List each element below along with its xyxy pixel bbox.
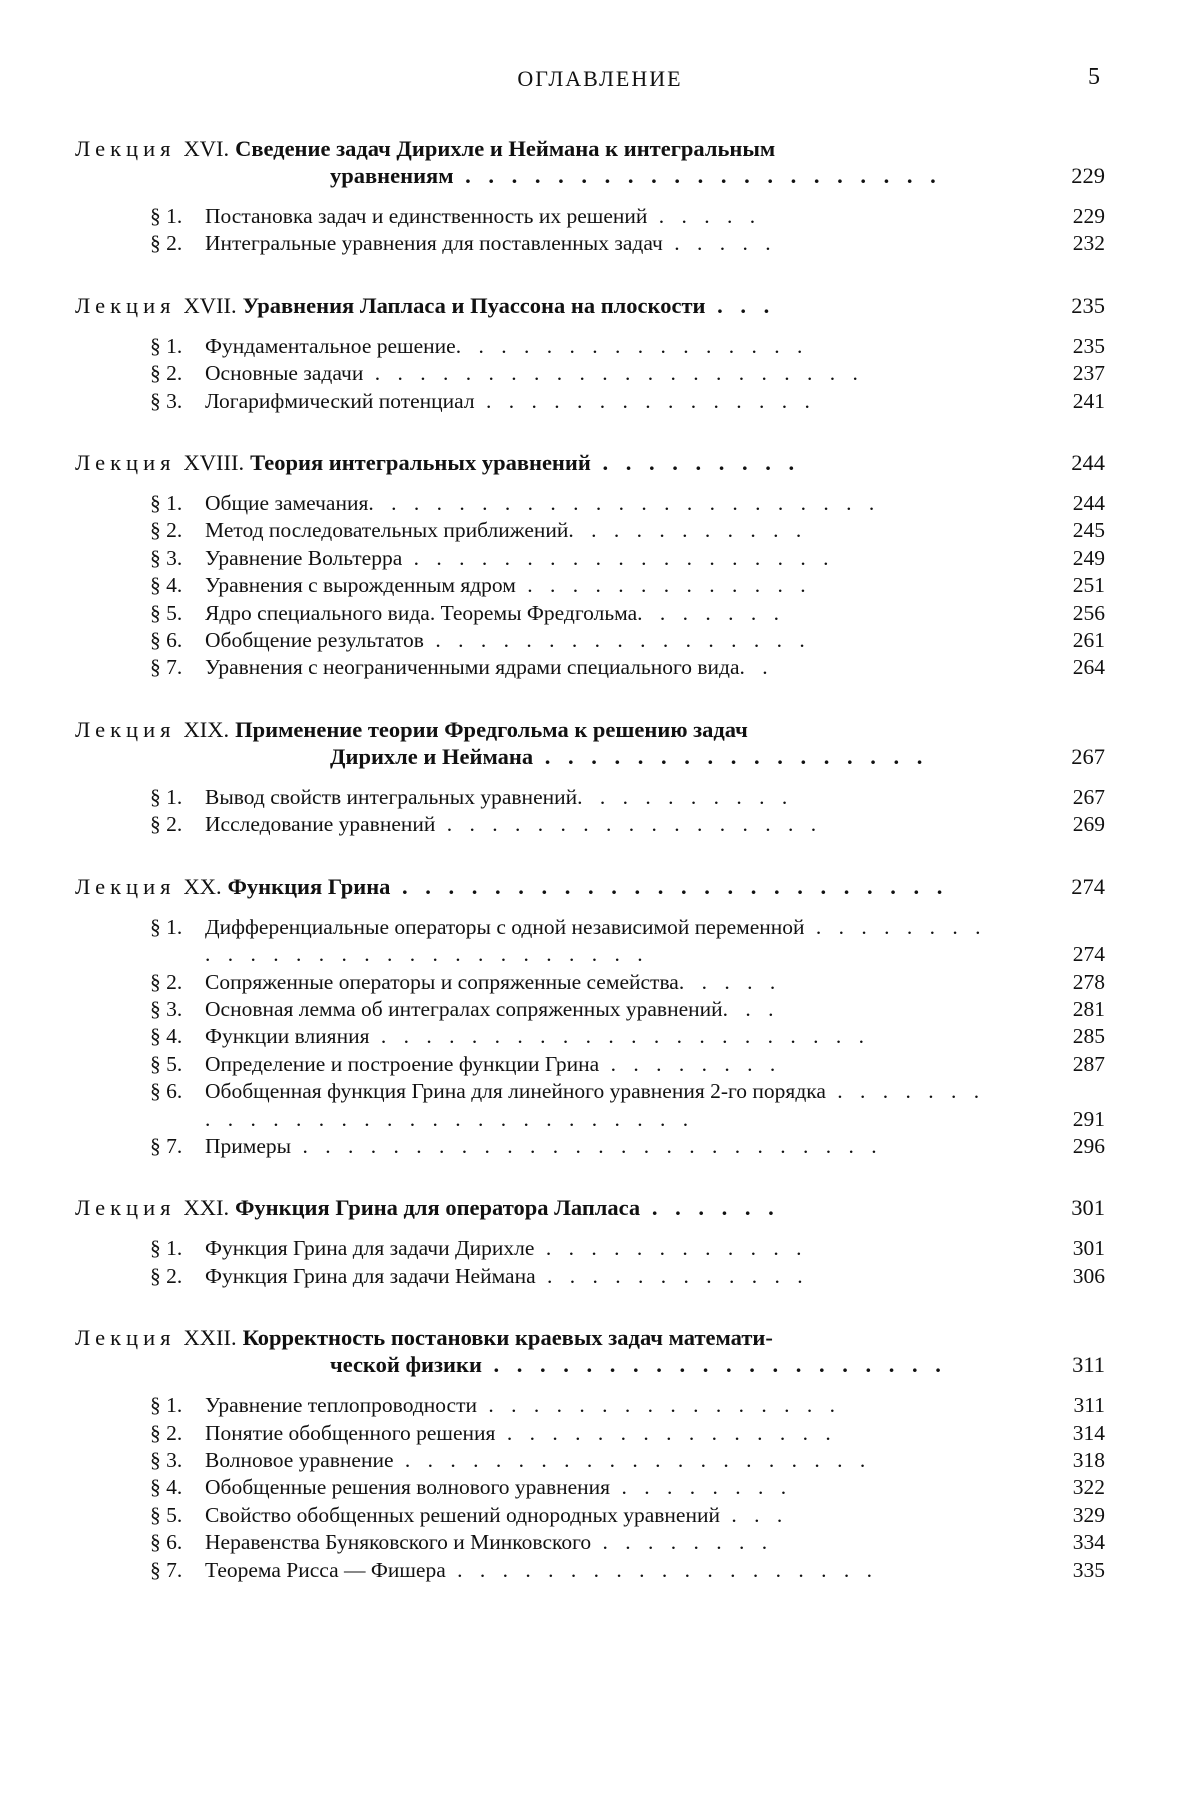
section-page-number: 256 xyxy=(1072,600,1105,625)
dot-leader: . . . . . . . . . . . . . . . . . . . . . . . xyxy=(368,491,881,516)
section-list xyxy=(75,784,1105,839)
lecture-title-line: уравнениям xyxy=(330,163,454,188)
lecture-word: Лекция xyxy=(75,450,176,476)
section-page-number: 267 xyxy=(1072,784,1105,809)
toc-entry xyxy=(75,1263,1105,1290)
dot-leader: . . . . . . . . xyxy=(610,1475,793,1500)
lecture-title-line: Теория интегральных уравнений xyxy=(250,450,591,476)
section-number: § 7. xyxy=(150,1133,183,1158)
section-title-wrap xyxy=(150,1447,995,1474)
lecture-heading xyxy=(75,1194,1105,1221)
dot-leader: . . . . . . . . . . . . . . . . . . . . . . . . xyxy=(390,873,949,899)
lecture-title-continuation xyxy=(75,743,995,770)
lecture-page-number: 267 xyxy=(1071,743,1105,769)
toc-entry xyxy=(75,230,1105,257)
lecture-title xyxy=(235,1195,780,1220)
section-title: Логарифмический потенциал xyxy=(205,388,475,413)
toc-entry xyxy=(75,600,1105,627)
section-list xyxy=(75,1392,1105,1584)
section-number: § 7. xyxy=(150,655,183,680)
lecture-number: XVIII. xyxy=(183,450,245,476)
section-title: Уравнение Вольтерра xyxy=(205,545,403,570)
dot-leader: . . . xyxy=(705,292,776,318)
lecture-title-continuation xyxy=(75,162,995,189)
lecture-heading xyxy=(75,873,1105,900)
section-title-wrap xyxy=(150,490,995,517)
section-page-number: 329 xyxy=(1072,1502,1105,1527)
lecture-number: XX. xyxy=(183,873,222,899)
section-title-wrap xyxy=(150,1529,995,1556)
section-number: § 1. xyxy=(150,491,183,516)
lecture-word: Лекция xyxy=(75,292,176,318)
lecture-title-line: Дирихле и Неймана xyxy=(330,743,534,769)
section-title-wrap xyxy=(150,333,995,360)
section-number: § 2. xyxy=(150,361,183,386)
section-title-wrap xyxy=(150,654,995,681)
lecture-page-number: 301 xyxy=(1071,1195,1105,1221)
section-list xyxy=(75,914,1105,1161)
lecture-heading xyxy=(75,449,1105,476)
section-page-number: 296 xyxy=(1072,1133,1105,1158)
section-page-number: 314 xyxy=(1072,1420,1105,1445)
section-title-wrap xyxy=(150,572,995,599)
section-title: Интегральные уравнения для поставленных задач xyxy=(205,231,663,256)
section-title: Функция Грина для задачи Неймана xyxy=(205,1263,536,1288)
lecture-title-line: Корректность постановки краевых задач математи- xyxy=(242,1325,773,1351)
lecture-title xyxy=(243,293,776,318)
dot-leader: . . . . . . . . xyxy=(599,1051,782,1076)
section-page-number: 281 xyxy=(1072,996,1105,1021)
toc-entry xyxy=(75,1474,1105,1501)
section-page-number: 291 xyxy=(1072,1106,1105,1131)
dot-leader: . . . . . . . . . . . . . . . . . . . . xyxy=(481,1352,947,1378)
section-title-wrap xyxy=(150,360,995,387)
dot-leader: . . . . . . . . . . . . . . . . . . . . . xyxy=(453,163,942,188)
lecture-block xyxy=(75,1194,1105,1290)
section-title-wrap xyxy=(150,517,995,544)
section-page-number: 334 xyxy=(1072,1530,1105,1555)
section-number: § 6. xyxy=(150,1530,183,1555)
section-title-wrap xyxy=(150,1557,995,1584)
page-number: 5 xyxy=(1088,64,1100,90)
lecture-number: XXI. xyxy=(183,1195,230,1221)
section-page-number: 235 xyxy=(1072,333,1105,358)
section-list xyxy=(75,490,1105,682)
lecture-word: Лекция xyxy=(75,1195,176,1221)
section-title: Дифференциальные операторы с одной независимой переменной xyxy=(205,914,805,939)
section-title-wrap xyxy=(150,388,995,415)
section-number: § 1. xyxy=(150,204,183,228)
section-title-wrap xyxy=(150,1474,995,1501)
dot-leader: . . . . . xyxy=(662,231,777,256)
section-title-wrap xyxy=(150,1051,995,1078)
lecture-title xyxy=(228,874,949,899)
toc-entry xyxy=(75,1420,1105,1447)
section-page-number: 244 xyxy=(1072,491,1105,516)
dot-leader: . . . . . . . . xyxy=(591,1530,774,1555)
section-title-wrap xyxy=(150,627,995,654)
section-number: § 2. xyxy=(150,518,183,543)
dot-leader: . . . . . . . . . . . . . . . . . xyxy=(435,812,823,837)
section-title: Понятие обобщенного решения xyxy=(205,1420,496,1445)
toc-entry xyxy=(75,811,1105,838)
section-title-wrap xyxy=(150,1420,995,1447)
section-page-number: 229 xyxy=(1072,204,1105,228)
toc-entry xyxy=(75,1235,1105,1262)
section-title: Функция Грина для задачи Дирихле xyxy=(205,1236,535,1261)
section-title: Определение и построение функции Грина xyxy=(205,1051,600,1076)
section-page-number: 245 xyxy=(1072,518,1105,543)
section-number: § 2. xyxy=(150,969,183,994)
lecture-number: XXII. xyxy=(183,1325,237,1351)
section-title: Обобщенные решения волнового уравнения xyxy=(205,1475,611,1500)
section-page-number: 274 xyxy=(1072,942,1105,967)
dot-leader: . . . . . . . . . . . . . . . . . . . . . . . . . . . . . xyxy=(205,1079,986,1131)
lecture-heading xyxy=(75,135,1105,189)
lecture-title-line: Уравнения Лапласа и Пуассона на плоскости xyxy=(242,292,706,318)
section-page-number: 249 xyxy=(1072,545,1105,570)
section-title: Общие замечания xyxy=(205,491,369,516)
dot-leader: . . . . . . . xyxy=(637,600,785,625)
dot-leader: . . . . . . . . . . . . . . . . xyxy=(455,333,809,358)
section-title: Уравнения с неограниченными ядрами специального вида xyxy=(205,655,740,680)
section-list xyxy=(75,1235,1105,1290)
section-number: § 2. xyxy=(150,1420,183,1445)
toc-entry xyxy=(75,490,1105,517)
section-page-number: 241 xyxy=(1072,388,1105,413)
toc-entry xyxy=(75,388,1105,415)
section-page-number: 287 xyxy=(1072,1051,1105,1076)
lecture-block xyxy=(75,135,1105,258)
section-title-wrap xyxy=(150,1078,995,1133)
section-title: Теорема Рисса — Фишера xyxy=(205,1557,446,1582)
lecture-heading xyxy=(75,292,1105,319)
dot-leader: . . . . . . . . . . . . . . . . . . . . . . xyxy=(363,361,864,386)
section-title: Уравнения с вырожденным ядром xyxy=(205,573,516,598)
dot-leader: . . . . . . . . . . . . . . . xyxy=(474,388,816,413)
section-list xyxy=(75,203,1105,258)
toc-entry xyxy=(75,203,1105,230)
dot-leader: . . . . . . . . . . xyxy=(577,784,794,809)
dot-leader: . . . . . . . . . . . . . . . . . . . xyxy=(445,1557,879,1582)
dot-leader: . . . . . xyxy=(647,204,762,228)
section-number: § 4. xyxy=(150,1024,183,1049)
section-title-wrap xyxy=(150,1263,995,1290)
toc-entry xyxy=(75,517,1105,544)
section-title: Вывод свойств интегральных уравнений xyxy=(205,784,578,809)
section-page-number: 301 xyxy=(1072,1236,1105,1261)
section-number: § 5. xyxy=(150,600,183,625)
dot-leader: . . . . . . . . . . . xyxy=(568,518,808,543)
section-page-number: 237 xyxy=(1072,361,1105,386)
section-page-number: 322 xyxy=(1072,1475,1105,1500)
toc-entry xyxy=(75,1447,1105,1474)
section-page-number: 261 xyxy=(1072,628,1105,653)
section-number: § 2. xyxy=(150,1263,183,1288)
lecture-page-number: 229 xyxy=(1071,163,1105,188)
section-page-number: 251 xyxy=(1072,573,1105,598)
section-title: Постановка задач и единственность их решений xyxy=(205,204,648,228)
dot-leader: . . . xyxy=(720,1502,789,1527)
section-page-number: 285 xyxy=(1072,1024,1105,1049)
section-number: § 1. xyxy=(150,784,183,809)
section-page-number: 318 xyxy=(1072,1447,1105,1472)
section-title: Ядро специального вида. Теоремы Фредгольма xyxy=(205,600,638,625)
toc-entry xyxy=(75,654,1105,681)
section-title-wrap xyxy=(150,1133,995,1160)
lecture-block xyxy=(75,716,1105,839)
section-title-wrap xyxy=(150,1392,995,1419)
dot-leader: . . . . . . . . . . . . . . . . . . . . . xyxy=(393,1447,872,1472)
lecture-page-number: 274 xyxy=(1071,873,1105,899)
section-title: Метод последовательных приближений xyxy=(205,518,569,543)
running-title: ОГЛАВЛЕНИЕ xyxy=(517,66,683,91)
section-page-number: 335 xyxy=(1072,1557,1105,1582)
section-number: § 3. xyxy=(150,545,183,570)
lecture-heading xyxy=(75,716,1105,770)
table-of-contents xyxy=(75,135,1105,1618)
section-number: § 1. xyxy=(150,333,183,358)
section-title: Основная лемма об интегралах сопряженных уравнений xyxy=(205,996,723,1021)
section-title: Исследование уравнений xyxy=(205,812,436,837)
lecture-word: Лекция xyxy=(75,716,176,742)
dot-leader: . . . . . . . . . . . . . xyxy=(515,573,812,598)
toc-entry xyxy=(75,1051,1105,1078)
section-title-wrap xyxy=(150,1023,995,1050)
toc-entry xyxy=(75,1392,1105,1419)
toc-entry xyxy=(75,1078,1105,1133)
toc-entry xyxy=(75,545,1105,572)
section-title: Волновое уравнение xyxy=(205,1447,394,1472)
lecture-block xyxy=(75,1324,1105,1584)
section-number: § 4. xyxy=(150,1475,183,1500)
section-title: Основные задачи xyxy=(205,361,364,386)
section-title-wrap xyxy=(150,545,995,572)
toc-entry xyxy=(75,784,1105,811)
toc-entry xyxy=(75,1529,1105,1556)
toc-entry xyxy=(75,1023,1105,1050)
lecture-word: Лекция xyxy=(75,136,176,161)
section-number: § 3. xyxy=(150,1447,183,1472)
dot-leader: . . . xyxy=(722,996,780,1021)
section-title-wrap xyxy=(150,203,995,230)
section-title-wrap xyxy=(150,784,995,811)
lecture-title-line: Сведение задач Дирихле и Неймана к интегральным xyxy=(235,136,776,161)
lecture-title-line: ческой физики xyxy=(330,1352,482,1378)
lecture-title-continuation xyxy=(75,1351,995,1378)
dot-leader: . . . . . . . . . . . . . . . . . . . xyxy=(402,545,835,570)
section-number: § 4. xyxy=(150,573,183,598)
lecture-word: Лекция xyxy=(75,873,176,899)
lecture-block xyxy=(75,292,1105,415)
lecture-heading xyxy=(75,1324,1105,1378)
section-page-number: 311 xyxy=(1073,1393,1105,1418)
lecture-number: XIX. xyxy=(183,716,230,742)
toc-entry xyxy=(75,1557,1105,1584)
toc-entry xyxy=(75,572,1105,599)
section-number: § 6. xyxy=(150,628,183,653)
section-number: § 1. xyxy=(150,1393,183,1418)
section-number: § 6. xyxy=(150,1079,183,1104)
section-title: Примеры xyxy=(205,1133,292,1158)
lecture-number: XVII. xyxy=(183,292,237,318)
lecture-page-number: 311 xyxy=(1072,1352,1105,1378)
section-title-wrap xyxy=(150,996,995,1023)
section-title: Фундаментальное решение xyxy=(205,333,456,358)
section-number: § 2. xyxy=(150,231,183,256)
section-number: § 2. xyxy=(150,812,183,837)
dot-leader: . . . . . . . . . . . . xyxy=(534,1236,808,1261)
section-title-wrap xyxy=(150,230,995,257)
lecture-title-line: Функция Грина xyxy=(227,873,391,899)
toc-entry xyxy=(75,627,1105,654)
dot-leader: . . . . . . . . . . . . . . . . . xyxy=(423,628,811,653)
toc-entry xyxy=(75,914,1105,969)
section-number: § 5. xyxy=(150,1502,183,1527)
dot-leader: . . . . . . . . . . . . . . . . xyxy=(477,1393,841,1418)
lecture-word: Лекция xyxy=(75,1325,176,1351)
dot-leader: . . . . . xyxy=(678,969,782,994)
dot-leader: . . xyxy=(739,655,774,680)
section-title: Уравнение теплопроводности xyxy=(205,1393,477,1418)
section-title-wrap xyxy=(150,1235,995,1262)
toc-entry xyxy=(75,1133,1105,1160)
section-page-number: 278 xyxy=(1072,969,1105,994)
dot-leader: . . . . . . . . . . . . . . . xyxy=(495,1420,837,1445)
dot-leader: . . . . . . . . . . . . . . . . . xyxy=(533,743,929,769)
section-number: § 3. xyxy=(150,996,183,1021)
toc-entry xyxy=(75,1502,1105,1529)
section-number: § 7. xyxy=(150,1557,183,1582)
lecture-page-number: 235 xyxy=(1071,292,1105,318)
dot-leader: . . . . . . . . . . . . . . . . . . . . . . . . . . . . xyxy=(205,914,987,967)
toc-entry xyxy=(75,996,1105,1023)
section-number: § 3. xyxy=(150,388,183,413)
lecture-title xyxy=(250,450,800,475)
section-title-wrap xyxy=(150,969,995,996)
toc-entry xyxy=(75,969,1105,996)
section-title-wrap xyxy=(150,914,995,969)
section-title-wrap xyxy=(150,600,995,627)
dot-leader: . . . . . . . . . . . . . . . . . . . . . . xyxy=(369,1024,870,1049)
dot-leader: . . . . . . . . . . . . . . . . . . . . . . . . . . xyxy=(291,1133,883,1158)
section-page-number: 232 xyxy=(1072,231,1105,256)
lecture-page-number: 244 xyxy=(1071,450,1105,476)
lecture-title-line: Применение теории Фредгольма к решению задач xyxy=(235,716,748,742)
section-title: Неравенства Буняковского и Минковского xyxy=(205,1530,592,1555)
section-page-number: 264 xyxy=(1072,655,1105,680)
section-title: Свойство обобщенных решений однородных уравнений xyxy=(205,1502,720,1527)
section-title: Обобщенная функция Грина для линейного уравнения 2-го порядка xyxy=(205,1079,826,1104)
dot-leader: . . . . . . xyxy=(640,1195,780,1221)
section-title: Функции влияния xyxy=(205,1024,370,1049)
section-number: § 1. xyxy=(150,914,183,939)
lecture-number: XVI. xyxy=(183,136,230,161)
toc-entry xyxy=(75,333,1105,360)
dot-leader: . . . . . . . . . . . . xyxy=(535,1263,809,1288)
section-title-wrap xyxy=(150,811,995,838)
section-page-number: 269 xyxy=(1072,812,1105,837)
section-number: § 1. xyxy=(150,1236,183,1261)
section-list xyxy=(75,333,1105,415)
lecture-block xyxy=(75,873,1105,1161)
section-title-wrap xyxy=(150,1502,995,1529)
section-number: § 5. xyxy=(150,1051,183,1076)
section-title: Обобщение результатов xyxy=(205,628,424,653)
dot-leader: . . . . . . . . . xyxy=(590,450,801,476)
lecture-title-line: Функция Грина для оператора Лапласа xyxy=(235,1195,641,1221)
toc-entry xyxy=(75,360,1105,387)
section-page-number: 306 xyxy=(1072,1263,1105,1288)
lecture-block xyxy=(75,449,1105,682)
section-title: Сопряженные операторы и сопряженные семейства xyxy=(205,969,679,994)
